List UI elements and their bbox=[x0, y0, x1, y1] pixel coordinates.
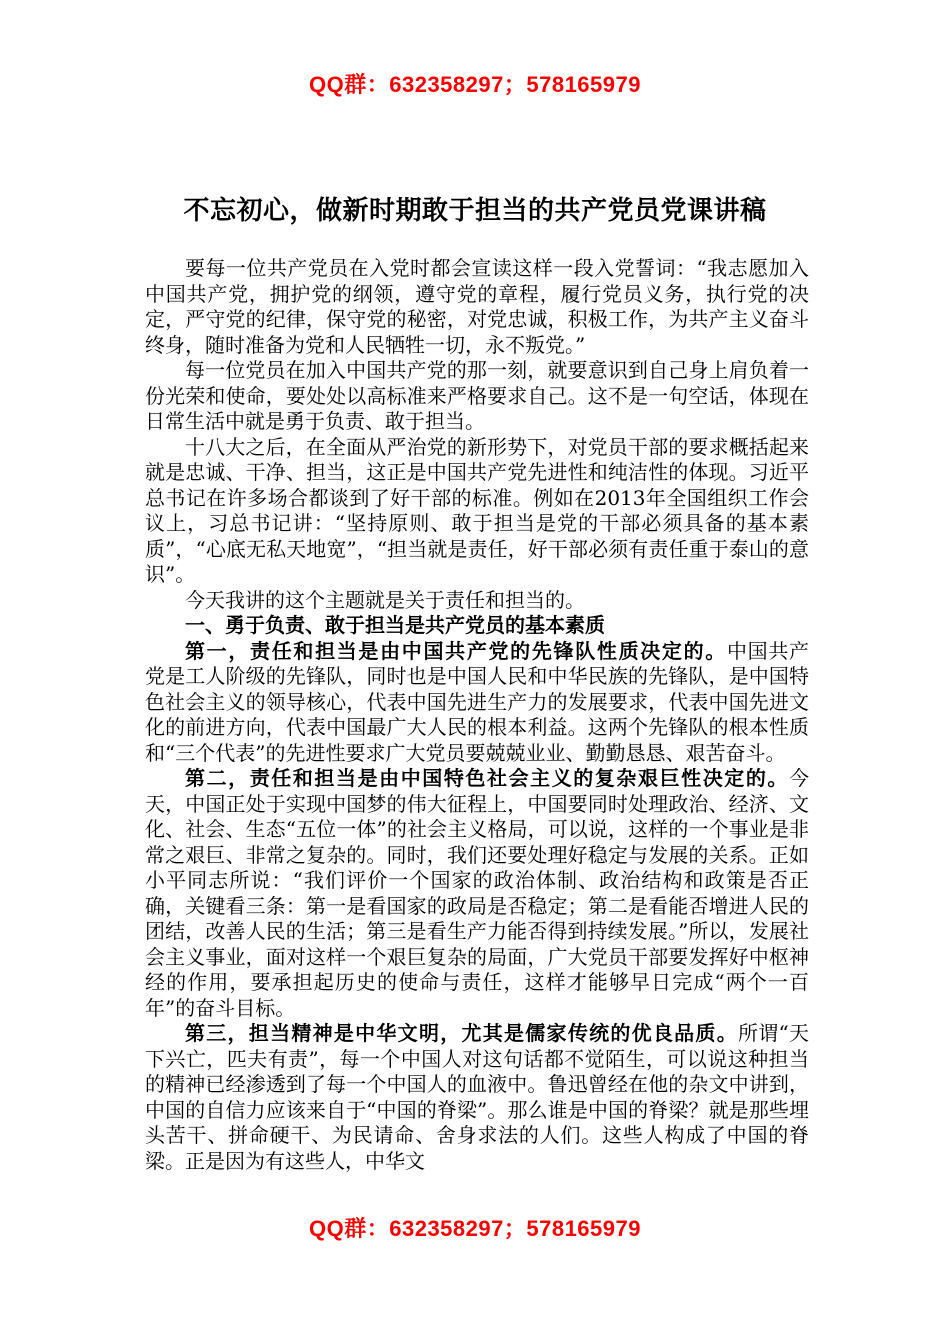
paragraph-oath: 要每一位共产党员在入党时都会宣读这样一段入党誓词：“我志愿加入中国共产党，拥护党的纲领，遵守党的章程，履行党员义务，执行党的决定，严守党的纪律，保守党的秘密，对党忠诚，积极工作，为共产主义奋斗终身，随时准备为党和人民牺牲一切，永不叛党。” bbox=[145, 256, 809, 357]
paragraph-18th-congress: 十八大之后，在全面从严治党的新形势下，对党员干部的要求概括起来就是忠诚、干净、担当，这正是中国共产党先进性和纯洁性的体现。习近平总书记在许多场合都谈到了好干部的标准。例如在2013年全国组织工作会议上，习总书记讲：“坚持原则、敢于担当是党的干部必须具备的基本素质”，“心底无私天地宽”，“担当就是责任，好干部必须有责任重于泰山的意识”。 bbox=[145, 434, 809, 586]
document-body bbox=[145, 256, 809, 1174]
qq-group-header: QQ群：632358297；578165979 bbox=[309, 72, 641, 97]
paragraph-second-point: 第二，责任和担当是由中国特色社会主义的复杂艰巨性决定的。今天，中国正处于实现中国梦的伟大征程上，中国要同时处理政治、经济、文化、社会、生态“五位一体”的社会主义格局，可以说，这样的一个事业是非常之艰巨、非常之复杂的。同时，我们还要处理好稳定与发展的关系。正如小平同志所说：“我们评价一个国家的政治体制、政治结构和政策是否正确，关键看三条：第一是看国家的政局是否稳定；第二是看能否增进人民的团结，改善人民的生活；第三是看生产力能否得到持续发展。”所以，发展社会主义事业，面对这样一个艰巨复杂的局面，广大党员干部要发挥好中枢神经的作用，要承担起历史的使命与责任，这样才能够早日完成“两个一百年”的奋斗目标。 bbox=[145, 766, 809, 1020]
paragraph-first-point: 第一，责任和担当是由中国共产党的先锋队性质决定的。中国共产党是工人阶级的先锋队，同时也是中国人民和中华民族的先锋队，是中国特色社会主义的领导核心，代表中国先进生产力的发展要求，代表中国先进文化的前进方向，代表中国最广大人民的根本利益。这两个先锋队的根本性质和“三个代表”的先进性要求广大党员要兢兢业业、勤勤恳恳、艰苦奋斗。 bbox=[145, 638, 810, 765]
document-title: 不忘初心，做新时期敢于担当的共产党员党课讲稿 bbox=[183, 196, 767, 226]
paragraph-topic: 今天我讲的这个主题就是关于责任和担当的。 bbox=[185, 587, 585, 612]
paragraph-third-point: 第三，担当精神是中华文明，尤其是儒家传统的优良品质。所谓“天下兴亡，匹夫有责”，每一个中国人对这句话都不觉陌生，可以说这种担当的精神已经渗透到了每一个中国人的血液中。鲁迅曾经在他的杂文中讲到，中国的自信力应该来自于“中国的脊梁”。那么谁是中国的脊梁？就是那些埋头苦干、拼命硬干、为民请命、舍身求法的人们。这些人构成了中国的脊梁。正是因为有这些人，中华文 bbox=[145, 1021, 809, 1173]
qq-group-footer: QQ群：632358297；578165979 bbox=[309, 1216, 641, 1241]
paragraph-mission: 每一位党员在加入中国共产党的那一刻，就要意识到自己身上肩负着一份光荣和使命，要处处以高标准来严格要求自己。这不是一句空话，体现在日常生活中就是勇于负责、敢于担当。 bbox=[145, 358, 809, 433]
section-heading-1: 一、勇于负责、敢于担当是共产党员的基本素质 bbox=[185, 613, 605, 637]
